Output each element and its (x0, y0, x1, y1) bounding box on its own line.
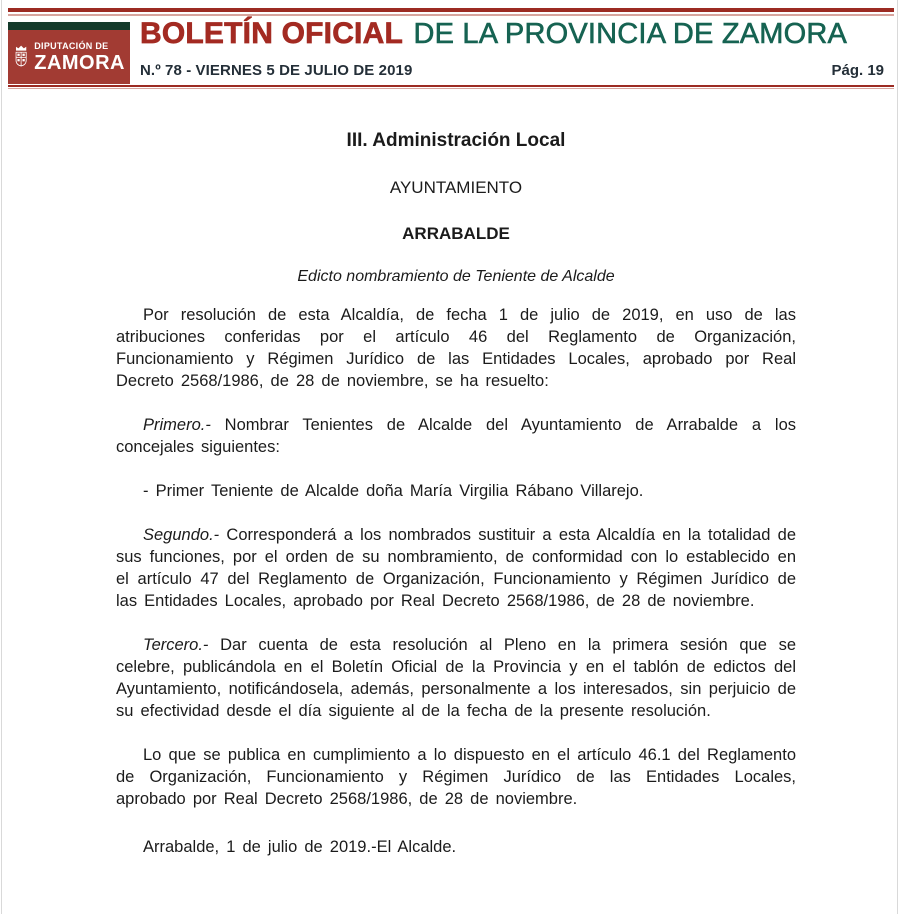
paragraph-tercero (116, 634, 796, 722)
diputacion-zamora-logo (8, 22, 130, 84)
municipality-title: ARRABALDE (402, 224, 510, 243)
paragraph-text: Nombrar Tenientes de Alcalde del Ayuntamiento de Arrabalde a los concejales siguientes: (116, 416, 796, 456)
logo-green-bar (8, 22, 130, 30)
signature-line (116, 836, 796, 858)
paragraph-resolution (116, 304, 796, 392)
paragraph-lead: Primero.- (143, 416, 211, 434)
paragraph-lead: Segundo.- (143, 526, 220, 544)
section-title: III. Administración Local (346, 130, 566, 151)
edict-title: Edicto nombramiento de Teniente de Alcalde (297, 268, 615, 285)
masthead-title-red: BOLETÍN OFICIAL (140, 17, 403, 50)
masthead-title-green: DE LA PROVINCIA DE ZAMORA (413, 18, 848, 50)
page-number: Pág. 19 (831, 62, 884, 79)
paragraph-text: Corresponderá a los nombrados sustituir a esta Alcaldía en la totalidad de sus funciones, por el orden de su nombramiento, de conformidad con lo establecido en el artículo 47 del Reglamento de Organización, Funcionamiento y Régimen Jurídico de las Entidades Locales, aprobado por Real Decreto 2568/1986, de 28 de noviembre. (116, 526, 796, 610)
paragraph-text: Por resolución de esta Alcaldía, de fecha 1 de julio de 2019, en uso de las atribuciones conferidas por el artículo 46 del Reglamento de Organización, Funcionamiento y Régimen Jurídico de las Entidades Locales, aprobado por Real Decreto 2568/1986, de 28 de noviembre, se ha resuelto: (116, 306, 796, 390)
paragraph-text: - Primer Teniente de Alcalde doña María Virgilia Rábano Villarejo. (143, 482, 644, 500)
paragraph-segundo (116, 524, 796, 612)
logo-text-top: DIPUTACIÓN DE (34, 40, 109, 51)
paragraph-text: Arrabalde, 1 de julio de 2019.-El Alcalde. (143, 838, 457, 856)
page-right-border (897, 0, 898, 914)
page-left-border (1, 0, 2, 914)
list-item-teniente (116, 480, 796, 502)
document-body (116, 88, 796, 858)
paragraph-text: Dar cuenta de esta resolución al Pleno en la primera sesión que se celebre, publicándola en el Boletín Oficial de la Provincia y en el tablón de edictos del Ayuntamiento, notificándosela, además, personalmente a los interesados, sin perjuicio de su efectividad desde el día siguiente al de la fecha de la presente resolución. (116, 636, 796, 720)
logo-box (8, 30, 130, 84)
logo-text (34, 42, 125, 73)
masthead-title (140, 17, 847, 56)
issue-date-line: N.º 78 - VIERNES 5 DE JULIO DE 2019 (140, 62, 413, 79)
org-title: AYUNTAMIENTO (389, 178, 523, 197)
header-top-rule (8, 8, 894, 16)
paragraph-primero (116, 414, 796, 458)
zamora-crest-icon (13, 38, 29, 76)
paragraph-text: Lo que se publica en cumplimiento a lo dispuesto en el artículo 46.1 del Reglamento de Organización, Funcionamiento y Régimen Jurídico de las Entidades Locales, aprobado por Real Decreto 2568/1986, de 28 de noviembre. (116, 746, 796, 808)
paragraph-publication (116, 744, 796, 810)
logo-text-bottom: ZAMORA (34, 51, 125, 74)
paragraph-lead: Tercero.- (143, 636, 209, 654)
